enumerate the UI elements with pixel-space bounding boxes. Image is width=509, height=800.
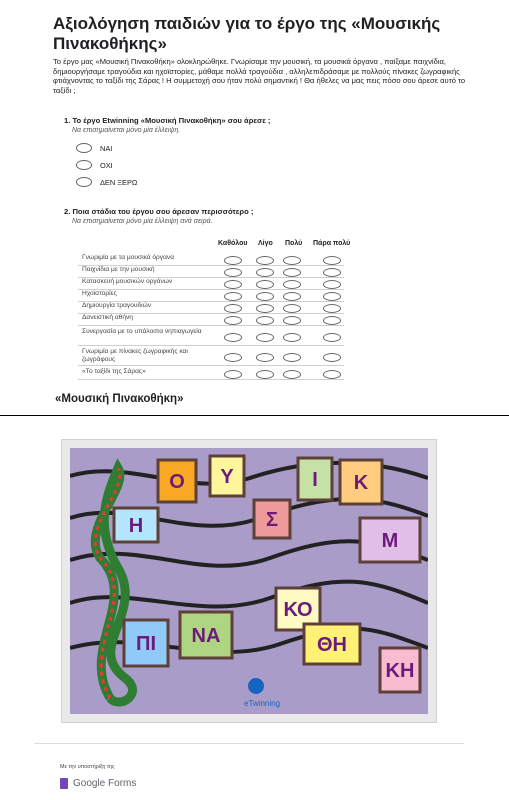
column-header: Λίγο [258, 240, 273, 247]
grid-radio[interactable] [224, 292, 242, 301]
image-frame [62, 440, 436, 722]
letter-tile-text: Σ [265, 509, 279, 531]
grid-radio[interactable] [283, 304, 301, 313]
question-2-help: Να επισημαίνεται μόνο μία έλλειψη ανά σειρά. [72, 218, 213, 225]
letter-tile-text: ΘΗ [317, 634, 347, 656]
grid-row [78, 266, 344, 278]
letter-tile-text: ΚΗ [385, 660, 415, 682]
grid-row [78, 254, 344, 266]
radio-circle[interactable] [76, 160, 92, 170]
letter-tile-text: ΝΑ [191, 625, 221, 647]
grid-radio[interactable] [224, 256, 242, 265]
grid-radio[interactable] [283, 370, 301, 379]
grid-row-label: Κατασκευή μουσικών οργάνων [82, 278, 173, 285]
grid-radio[interactable] [256, 333, 274, 342]
question-1-help: Να επισημαίνεται μόνο μία έλλειψη. [72, 127, 181, 134]
forms-icon [60, 778, 68, 789]
grid-row [78, 290, 344, 302]
google-forms-label: Google Forms [73, 778, 137, 789]
grid-row-label: «Το ταξίδι της Σάρας» [82, 368, 146, 375]
grid-radio[interactable] [224, 353, 242, 362]
google-forms-logo[interactable] [60, 778, 136, 789]
option-dont-know[interactable] [76, 175, 137, 189]
section-title: «Μουσική Πινακοθήκη» [55, 393, 184, 405]
grid-radio[interactable] [224, 316, 242, 325]
column-header: Καθόλου [218, 240, 248, 247]
grid-radio[interactable] [256, 256, 274, 265]
music-gallery-artwork [70, 448, 428, 714]
grid-row [78, 348, 344, 366]
grid-radio[interactable] [283, 292, 301, 301]
letter-tile-text: Ο [169, 471, 185, 493]
grid-radio[interactable] [323, 370, 341, 379]
grid-row [78, 328, 344, 346]
grid-row [78, 314, 344, 326]
letter-tile-text: ΚΟ [283, 599, 313, 621]
option-label: ΟΧΙ [100, 160, 113, 170]
option-label: ΝΑΙ [100, 143, 113, 153]
option-no[interactable] [76, 158, 113, 172]
grid-radio[interactable] [256, 292, 274, 301]
grid-radio[interactable] [323, 256, 341, 265]
grid-row-label: Ηχοϊστορίες [82, 290, 117, 297]
etwinning-logo-text: eTwinning [244, 699, 281, 708]
grid-radio[interactable] [256, 353, 274, 362]
grid-row [78, 278, 344, 290]
grid-radio[interactable] [283, 256, 301, 265]
radio-circle[interactable] [76, 143, 92, 153]
grid-radio[interactable] [323, 304, 341, 313]
grid-radio[interactable] [224, 268, 242, 277]
column-header: Πολύ [285, 240, 303, 247]
grid-row-label: Γνωριμία με τα μουσικά όργανα [82, 254, 175, 261]
letter-tile-text: Υ [220, 466, 234, 488]
grid-row-label: Παιχνίδια με την μουσική [82, 266, 155, 273]
grid-row [78, 302, 344, 314]
grid-radio[interactable] [283, 353, 301, 362]
grid-radio[interactable] [224, 304, 242, 313]
question-1-title: 1. Το έργο Etwinning «Μουσική Πινακοθήκη» σου άρεσε ; [64, 116, 271, 125]
grid-radio[interactable] [256, 370, 274, 379]
form-title: Αξιολόγηση παιδιών για το έργο της «Μουσικής Πινακοθήκης» [53, 14, 441, 53]
grid-radio[interactable] [256, 304, 274, 313]
grid-radio[interactable] [224, 280, 242, 289]
letter-tile-text: Μ [381, 530, 399, 552]
radio-circle[interactable] [76, 177, 92, 187]
form-description: Το έργο μας «Μουσική Πινακοθήκη» ολοκληρώθηκε. Γνωρίσαμε την μουσική, τα μουσικά όργανα , παίξαμε παιχνίδια, δημιουργήσαμε τραγούδια και ηχοϊστορίες, μάθαμε πολλά τραγούδια , αλληλεπιδράσαμε με πολλούς πίνακες ζωγραφικής φτιάχνοντας το ταξίδι της Σάρας ! Η συμμετοχή σου ήταν πολύ σημαντική ! Θα ήθελες να μας πεις πόσο σου άρεσε αυτό το ταξίδι ; [53, 57, 466, 95]
grid-radio[interactable] [323, 292, 341, 301]
grid-radio[interactable] [283, 316, 301, 325]
divider [0, 415, 509, 416]
grid-radio[interactable] [323, 280, 341, 289]
footer-divider [34, 743, 464, 744]
question-2-title: 2. Ποια στάδια του έργου σου άρεσαν περισσότερο ; [64, 207, 254, 216]
grid-radio[interactable] [256, 280, 274, 289]
support-text: Με την υποστήριξη της [60, 764, 115, 770]
grid-radio[interactable] [323, 268, 341, 277]
grid-radio[interactable] [323, 333, 341, 342]
letter-tile-text: ΠΙ [136, 633, 156, 655]
grid-radio[interactable] [224, 333, 242, 342]
grid-radio[interactable] [323, 316, 341, 325]
option-yes[interactable] [76, 141, 112, 155]
grid-row-label: Συνεργασία με το υπάλοιπα νηπιαγωγεία [82, 328, 202, 335]
grid-radio[interactable] [256, 316, 274, 325]
grid-row-label: Δημιουργία τραγουδιών [82, 302, 152, 309]
grid-radio[interactable] [323, 353, 341, 362]
grid-radio[interactable] [283, 268, 301, 277]
letter-tile-text: Κ [353, 472, 369, 494]
grid-radio[interactable] [224, 370, 242, 379]
grid-radio[interactable] [283, 280, 301, 289]
option-label: ΔΕΝ ΞΕΡΩ [100, 177, 138, 187]
letter-tile-text: Ι [312, 469, 318, 491]
grid-row [78, 368, 344, 380]
grid-radio[interactable] [256, 268, 274, 277]
grid-row-label: Γνωριμία με πίνακες ζωγραφικής και ζωγράφους [82, 348, 188, 363]
grid-radio[interactable] [283, 333, 301, 342]
column-header: Πάρα πολύ [313, 240, 351, 247]
letter-tile-text: Η [128, 515, 144, 537]
grid-row-label: Δανειστική αθήνη [82, 314, 133, 321]
